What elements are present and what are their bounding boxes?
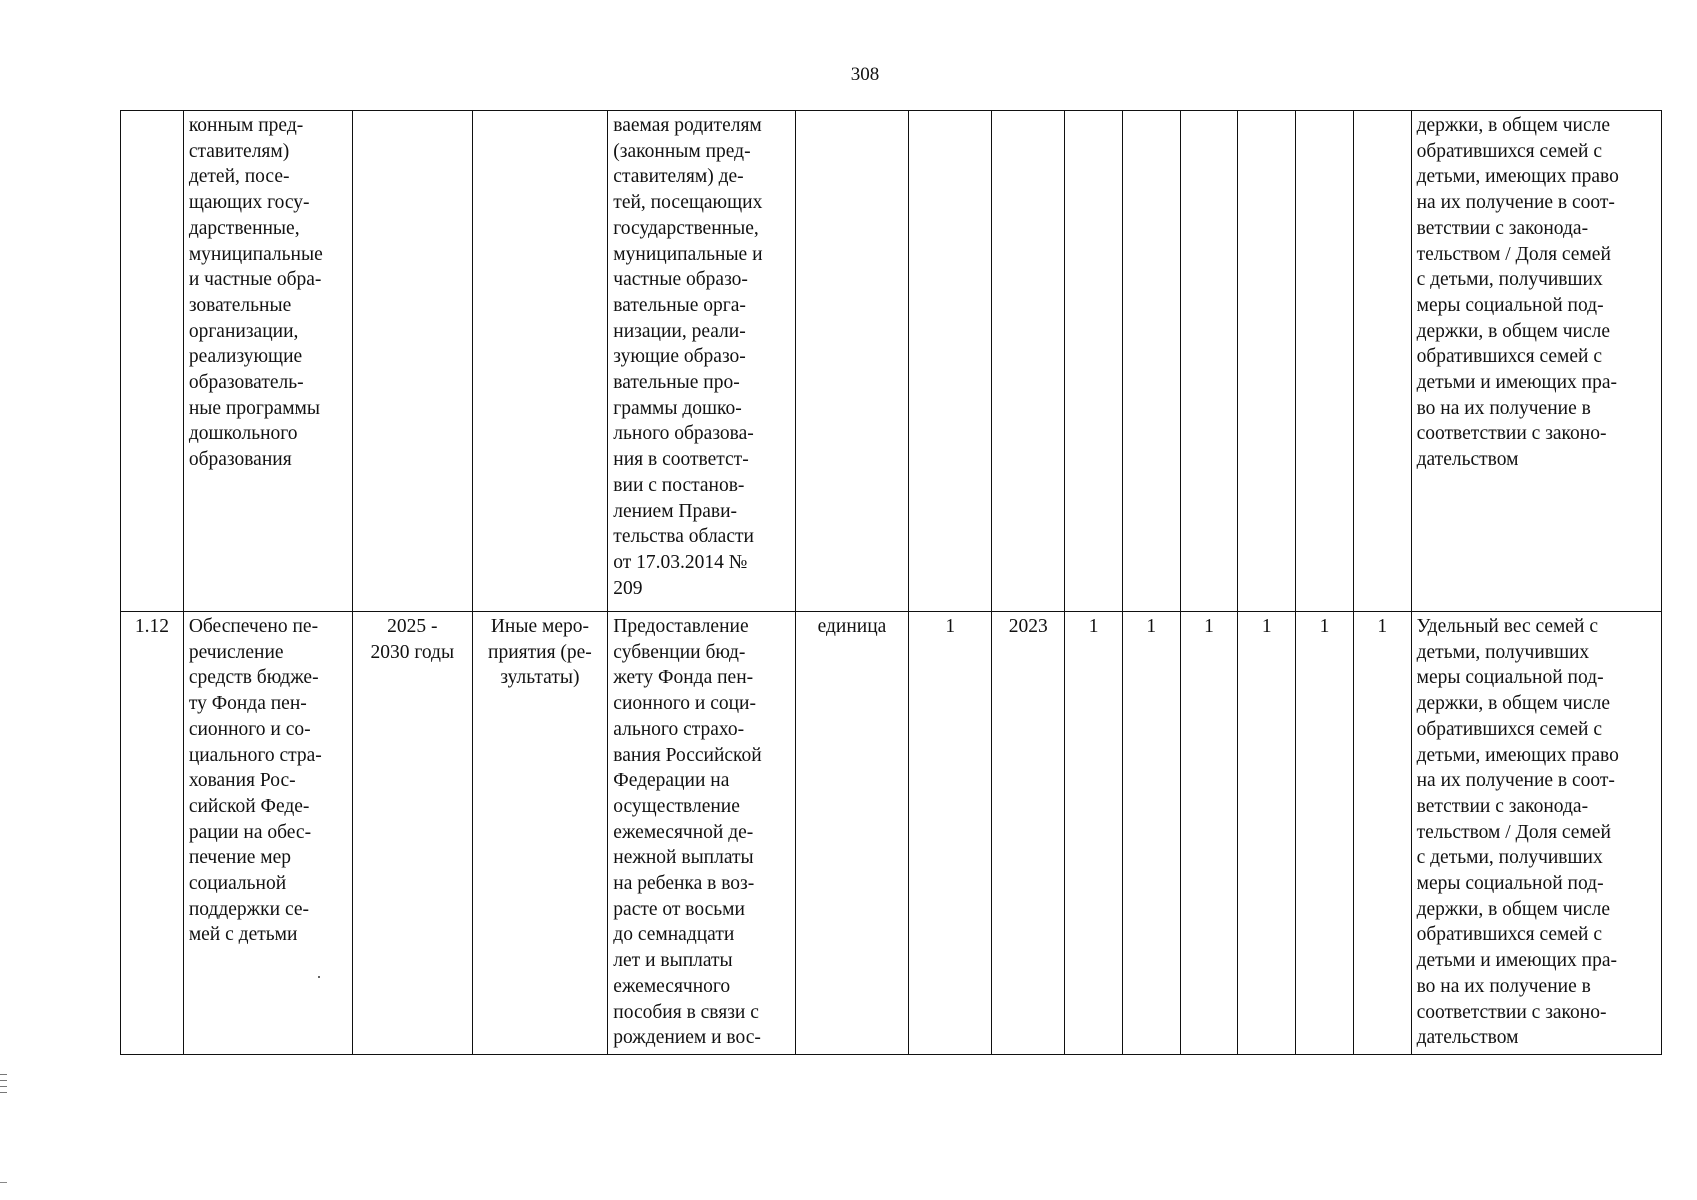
cell-unit: единица <box>795 612 908 1055</box>
cell-num <box>121 111 184 612</box>
cell-year-2: 1 <box>1122 612 1180 1055</box>
cell-year-3: 1 <box>1180 612 1238 1055</box>
cell-num: 1.12 <box>121 612 184 1055</box>
cell-period: 2025 - 2030 годы <box>353 612 473 1055</box>
cell-name: Обеспечено пе- речисление средств бюдже- ту Фонда пен- сионного и со- циального стра- хования Рос- сийской Феде- рации на обес- печение мер социальной поддержки се- мей с детьми <box>183 612 352 1055</box>
cell-year-1 <box>1065 111 1123 612</box>
cell-year-4: 1 <box>1238 612 1296 1055</box>
cell-indicator: держки, в общем числе обратившихся семей с детьми, имеющих право на их получение в соот- ветствии с законода- тельством / Доля семей с детьми, получивших меры социальной под- держки, в общем числе обратившихся семей с детьми и имеющих пра- во на их получение в соответствии с законо- дательством <box>1411 111 1661 612</box>
cell-year-6 <box>1353 111 1411 612</box>
cell-base-value <box>909 111 992 612</box>
table-row <box>121 111 1662 612</box>
cell-description: ваемая родителям (законным пред- ставителям) де- тей, посещающих государственные, муниципальные и частные образо- вательные орга- низации, реали- зующие образо- вательные про- граммы дошко- льного образова- ния в соответст- вии с постанов- лением Прави- тельства области от 17.03.2014 № 209 <box>608 111 795 612</box>
measures-table <box>120 110 1662 1055</box>
cell-base-year <box>992 111 1065 612</box>
page-number: 308 <box>850 64 880 85</box>
cell-indicator: Удельный вес семей с детьми, получивших меры социальной под- держки, в общем числе обратившихся семей с детьми, имеющих право на их получение в соот- ветствии с законода- тельством / Доля семей с детьми, получивших меры социальной под- держки, в общем числе обратившихся семей с детьми и имеющих пра- во на их получение в соответствии с законо- дательством <box>1411 612 1661 1055</box>
cell-year-5: 1 <box>1296 612 1354 1055</box>
binding-marks <box>0 1074 8 1098</box>
cell-type <box>472 111 608 612</box>
cell-period <box>353 111 473 612</box>
cell-year-2 <box>1122 111 1180 612</box>
cell-year-5 <box>1296 111 1354 612</box>
cell-base-value: 1 <box>909 612 992 1055</box>
cell-unit <box>795 111 908 612</box>
cell-year-4 <box>1238 111 1296 612</box>
cell-base-year: 2023 <box>992 612 1065 1055</box>
cell-description: Предоставление субвенции бюд- жету Фонда пен- сионного и соци- ального страхо- вания Российской Федерации на осуществление ежемесячной де- нежной выплаты на ребенка в воз- расте от восьми до семнадцати лет и выплаты ежемесячного пособия в связи с рождением и вос- <box>608 612 795 1055</box>
cell-name: конным пред- ставителям) детей, посе- щающих госу- дарственные, муниципальные и частные обра- зовательные организации, реализующие образователь- ные программы дошкольного образования <box>183 111 352 612</box>
cell-year-6: 1 <box>1353 612 1411 1055</box>
table-row <box>121 612 1662 1055</box>
cell-type: Иные меро- приятия (ре- зультаты) <box>472 612 608 1055</box>
margin-dash <box>0 1182 7 1183</box>
cell-year-1: 1 <box>1065 612 1123 1055</box>
cell-year-3 <box>1180 111 1238 612</box>
scan-speck <box>318 976 320 978</box>
